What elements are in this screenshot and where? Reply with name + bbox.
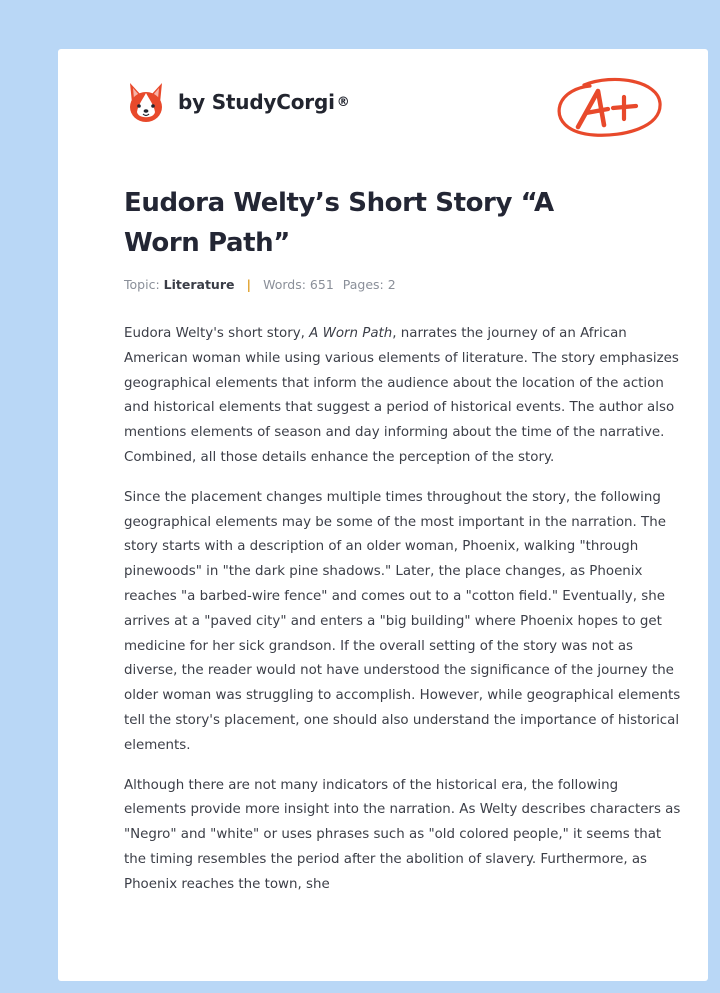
paragraph-2: Since the placement changes multiple times throughout the story, the following geographical elements may be some of the most important in the narration. The story starts with a description of an older woman, Phoenix, walking "through pinewoods" in "the dark pine shadows." Later, the place changes, as Phoenix reaches "a barbed-wire fence" and comes out to a "cotton field." Eventually, she arrives at a "paved city" and enters a "big building" where Phoenix hopes to get medicine for her sick grandson. If the overall setting of the story was not as diverse, the reader would not have understood the significance of the journey the older woman was struggling to accomplish. However, while geographical elements tell the story's placement, one should also understand the importance of historical elements.: [124, 489, 681, 753]
paragraph-1: [124, 322, 684, 471]
registered-mark: ®: [336, 94, 350, 110]
essay-title: Eudora Welty’s Short Story “A Worn Path”: [124, 188, 554, 258]
paragraph-1-rest: , narrates the journey of an African American woman while using various elements of literature. The story emphasizes geographical elements that inform the audience about the location of the action and historical elements that suggest a period of historical events. The author also mentions elements of season and day informing about the time of the narrative. Combined, all those details enhance the perception of the story.: [124, 326, 679, 465]
page-count: 2: [387, 277, 396, 292]
brand-header[interactable]: [124, 79, 350, 125]
meta-separator: |: [246, 277, 252, 292]
words-label: Words:: [263, 277, 306, 292]
corgi-icon: [124, 79, 168, 125]
essay-body: [124, 322, 684, 913]
essay-meta: [124, 277, 396, 292]
paragraph-3: Although there are not many indicators of the historical era, the following elements provide more insight into the narration. As Welty describes characters as "Negro" and "white" or uses phrases such as "old colored people," it seems that the timing resembles the period after the abolition of slavery. Furthermore, as Phoenix reaches the town, she: [124, 777, 681, 892]
topic-link[interactable]: Literature: [163, 277, 235, 292]
essay-page: [58, 49, 708, 981]
paragraph-1-lead: Eudora Welty's short story,: [124, 326, 310, 341]
work-title-italic: A Worn Path: [309, 326, 393, 341]
topic-label: Topic:: [124, 277, 160, 292]
brand-name: by StudyCorgi: [178, 90, 335, 114]
pages-label: Pages:: [342, 277, 384, 292]
word-count: 651: [309, 277, 334, 292]
a-plus-grade-icon: [554, 75, 666, 141]
